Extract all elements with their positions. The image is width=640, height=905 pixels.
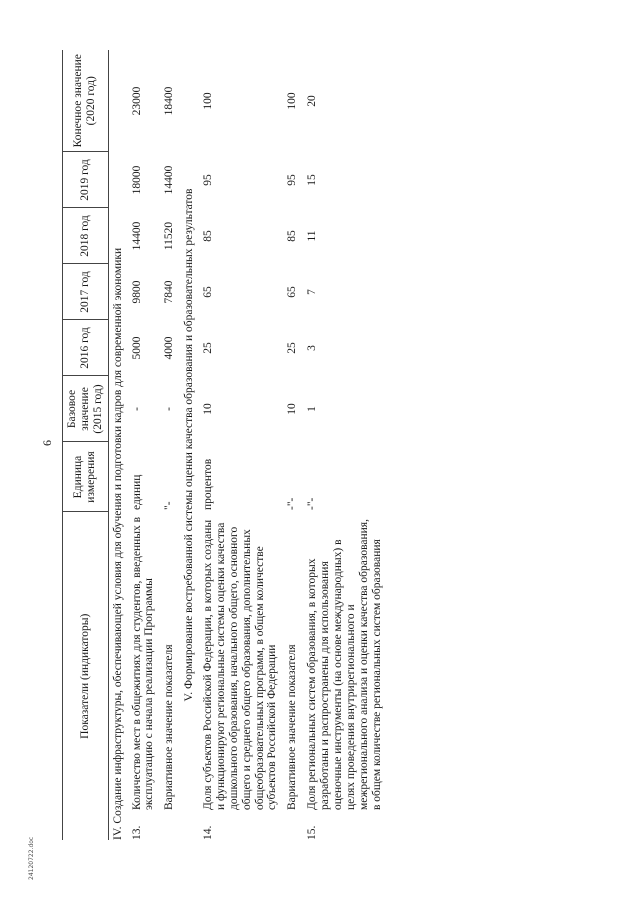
table-row-13-variant [160, 50, 180, 840]
document-file-reference: 24120722.doc [28, 836, 35, 880]
value-2019: 18000 [130, 165, 143, 195]
table-row-14-variant [283, 50, 303, 840]
base-value: 1 [306, 406, 319, 412]
header-indicator: Показатели (индикаторы) [63, 512, 109, 840]
header-unit: Единица измерения [63, 442, 109, 512]
table-row-15 [303, 50, 387, 840]
value-2019: 15 [306, 174, 319, 186]
section-title-v: V. Формирование востребованной системы оценки качества образования и образовательных результатов [183, 188, 196, 702]
base-value: 10 [202, 403, 214, 415]
final-value: 23000 [130, 86, 143, 116]
value-2018: 14400 [130, 221, 143, 251]
indicators-table [62, 50, 387, 840]
page-number: 6 [40, 440, 54, 446]
row-number: 13. [130, 825, 143, 840]
base-value: - [130, 407, 143, 411]
value-2018: 11520 [163, 221, 176, 251]
row-number-empty [160, 812, 180, 840]
header-base: Базовое значение (2015 год) [63, 376, 109, 442]
value-2017: 9800 [130, 280, 143, 304]
header-2017: 2017 год [63, 264, 109, 320]
indicator-name: Количество мест в общежитиях для студентов, введенных в эксплуатацию с начала реализации Программы [130, 516, 156, 810]
section-row-v [180, 50, 199, 840]
final-value: 100 [286, 92, 299, 110]
value-2018: 85 [286, 230, 299, 242]
indicator-name: Доля региональных систем образования, в которых разработаны и распространены для использования оценочные инструменты (на основе международных) в целях проведения внутрирегионального и межрегионального анализа и оценки качества образования, в общем количестве региональных систем образования [306, 519, 383, 810]
header-2018: 2018 год [63, 208, 109, 264]
value-2016: 25 [286, 342, 299, 354]
rotated-table-container [62, 50, 576, 840]
base-value: 10 [286, 403, 299, 415]
unit-cell: процентов [202, 458, 214, 510]
table-body [108, 50, 387, 840]
value-2018: 85 [202, 230, 214, 242]
value-2016: 5000 [130, 336, 143, 360]
table-header [63, 50, 109, 840]
final-value: 100 [202, 92, 214, 110]
value-2019: 14400 [163, 165, 176, 195]
unit-cell: единиц [130, 474, 143, 510]
table-row-13 [128, 50, 161, 840]
row-number: 15. [306, 825, 319, 840]
value-2017: 65 [202, 286, 214, 298]
value-2016: 3 [306, 345, 319, 351]
table-row-14 [199, 50, 283, 840]
value-2016: 25 [202, 342, 214, 354]
final-value: 18400 [163, 86, 176, 116]
section-row-iv [108, 50, 127, 840]
final-value: 20 [306, 95, 319, 107]
unit-cell: -"- [286, 497, 299, 510]
value-2019: 95 [202, 174, 214, 186]
value-2017: 65 [286, 286, 299, 298]
indicator-name: Вариативное значение показателя [286, 644, 299, 810]
indicator-name: Вариативное значение показателя [163, 644, 176, 810]
value-2018: 11 [306, 230, 319, 242]
base-value: - [163, 407, 176, 411]
value-2017: 7840 [163, 280, 176, 304]
value-2016: 4000 [163, 336, 176, 360]
unit-cell: -"- [306, 497, 319, 510]
value-2019: 95 [286, 174, 299, 186]
unit-cell: "- [163, 501, 176, 510]
row-number: 14. [202, 825, 214, 840]
section-title-iv: IV. Создание инфраструктуры, обеспечивающей условия для обучения и подготовки кадров для современной экономики [111, 247, 124, 840]
header-final: Конечное значение (2020 год) [63, 50, 109, 152]
header-2016: 2016 год [63, 320, 109, 376]
value-2017: 7 [306, 289, 319, 295]
indicator-name: Доля субъектов Российской Федерации, в которых созданы и функционируют региональные системы оценки качества дошкольного образования, начального общего, основного общего и среднего общего образования, дополнительных общеобразовательных программ, в общем количестве субъектов Российской Федерации [202, 519, 279, 810]
row-number-empty [283, 812, 303, 840]
header-2019: 2019 год [63, 152, 109, 208]
